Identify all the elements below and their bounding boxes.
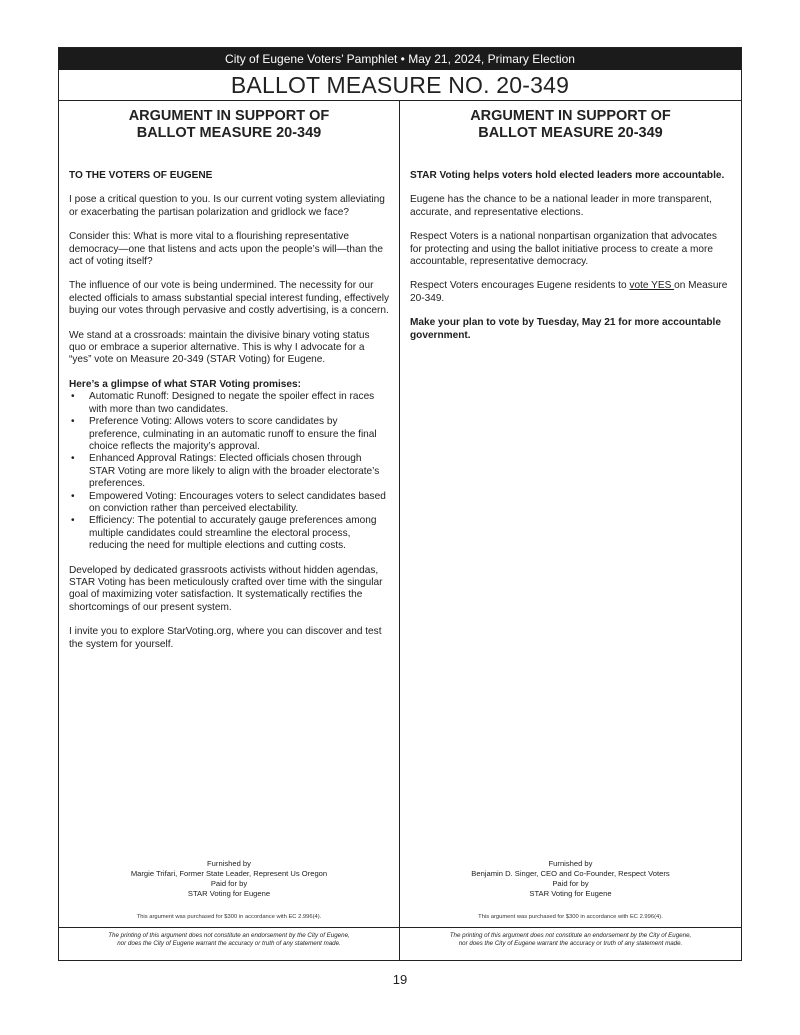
lead-statement: STAR Voting helps voters hold elected leaders more accountable. [410,170,725,181]
list-item: • Enhanced Approval Ratings: Elected officials chosen through STAR Voting are more likely to align with the broader electorate’s preferences. [69,453,389,490]
paragraph: We stand at a crossroads: maintain the divisive binary voting status quo or embrace a superior alternative. This is why I advocate for a “yes” vote on Measure 20-349 (STAR Voting) for Eugene. [69,329,370,366]
promises-list [69,391,389,552]
purchase-note: This argument was purchased for $300 in accordance with EC 2.996(4). [478,914,663,920]
disclaimer [59,927,399,960]
paragraph: Developed by dedicated grassroots activists without hidden agendas, STAR Voting has been meticulously crafted over time with the singular goal of maximizing voter satisfaction. It systematically rectifies the shortcomings of our present system. [69,564,383,613]
list-item: • Automatic Runoff: Designed to negate the spoiler effect in races with more than two candidates. [69,391,389,416]
argument-right-body [410,170,731,354]
furnished-by-label: Furnished by [207,859,251,868]
list-item: • Preference Voting: Allows voters to score candidates by preference, culminating in an automatic runoff to ensure the final choice reflects the majority’s approval. [69,416,389,453]
paid-for-by-label: Paid for by [210,879,248,888]
author-name: Benjamin D. Singer, CEO and Co-Founder, Respect Voters [471,869,670,878]
disclaimer-line-2: nor does the City of Eugene warrant the accuracy or truth of any statement made. [117,940,341,947]
paragraph-text: on Measure 20-349. [410,280,728,304]
pamphlet-banner: City of Eugene Voters’ Pamphlet • May 21, 2024, Primary Election [59,48,741,70]
argument-right-column [400,101,741,960]
heading-line-1: ARGUMENT IN SUPPORT OF [470,108,671,124]
vote-yes-underlined: vote YES [629,280,675,292]
furnished-block [404,859,737,899]
pamphlet-page-frame [58,47,742,961]
list-item: • Empowered Voting: Encourages voters to select candidates based on conviction rather than perceived electability. [69,491,389,516]
argument-left-column [59,101,400,960]
page-number: 19 [392,972,408,987]
disclaimer-line-1: The printing of this argument does not constitute an endorsement by the City of Eugene, [108,932,350,939]
paragraph: Eugene has the chance to be a national leader in more transparent, accurate, and representative elections. [410,194,712,218]
disclaimer-line-1: The printing of this argument does not constitute an endorsement by the City of Eugene, [449,932,692,939]
heading-line-2: BALLOT MEASURE 20-349 [136,125,322,141]
paragraph: I pose a critical question to you. Is our current voting system alleviating or exacerbating the partisan polarization and gridlock we face? [69,194,385,218]
payer-name: STAR Voting for Eugene [187,889,271,898]
paid-for-by-label: Paid for by [552,879,589,888]
paragraph [410,280,731,305]
furnished-block [63,859,395,899]
argument-left-body [69,170,389,663]
furnished-by-label: Furnished by [548,859,593,868]
list-item: • Efficiency: The potential to accurately gauge preferences among multiple candidates could streamline the electoral process, reducing the need for multiple elections and cutting costs. [69,515,389,552]
heading-line-2: BALLOT MEASURE 20-349 [478,125,663,141]
paragraph: I invite you to explore StarVoting.org, where you can discover and test the system for yourself. [69,626,382,650]
argument-left-heading [59,108,399,142]
paragraph: Respect Voters is a national nonpartisan organization that advocates for protecting and using the ballot initiative process to create a more accountable, representative democracy. [410,231,717,268]
payer-name: STAR Voting for Eugene [529,889,612,898]
paragraph-text: Respect Voters encourages Eugene residents to [410,280,630,292]
argument-columns [59,101,741,960]
heading-line-1: ARGUMENT IN SUPPORT OF [128,108,330,124]
paragraph: The influence of our vote is being undermined. The necessity for our elected officials to amass substantial special interest funding, effectively buying our votes through pervasive and costly advertising, is a concern. [69,280,389,317]
paragraph: Consider this: What is more vital to a flourishing representative democracy—one that listens and acts upon the people’s will—than the act of voting itself? [69,231,384,268]
closing-statement: Make your plan to vote by Tuesday, May 21 for more accountable government. [410,317,721,341]
author-name: Margie Trifari, Former State Leader, Represent Us Oregon [130,869,328,878]
measure-title: BALLOT MEASURE NO. 20-349 [59,70,741,101]
list-heading: Here’s a glimpse of what STAR Voting promises: [69,378,302,390]
disclaimer [400,927,741,960]
argument-right-heading [400,108,741,142]
salutation: TO THE VOTERS OF EUGENE [69,170,213,181]
disclaimer-line-2: nor does the City of Eugene warrant the accuracy or truth of any statement made. [458,940,683,947]
purchase-note: This argument was purchased for $300 in accordance with EC 2.996(4). [136,914,322,920]
